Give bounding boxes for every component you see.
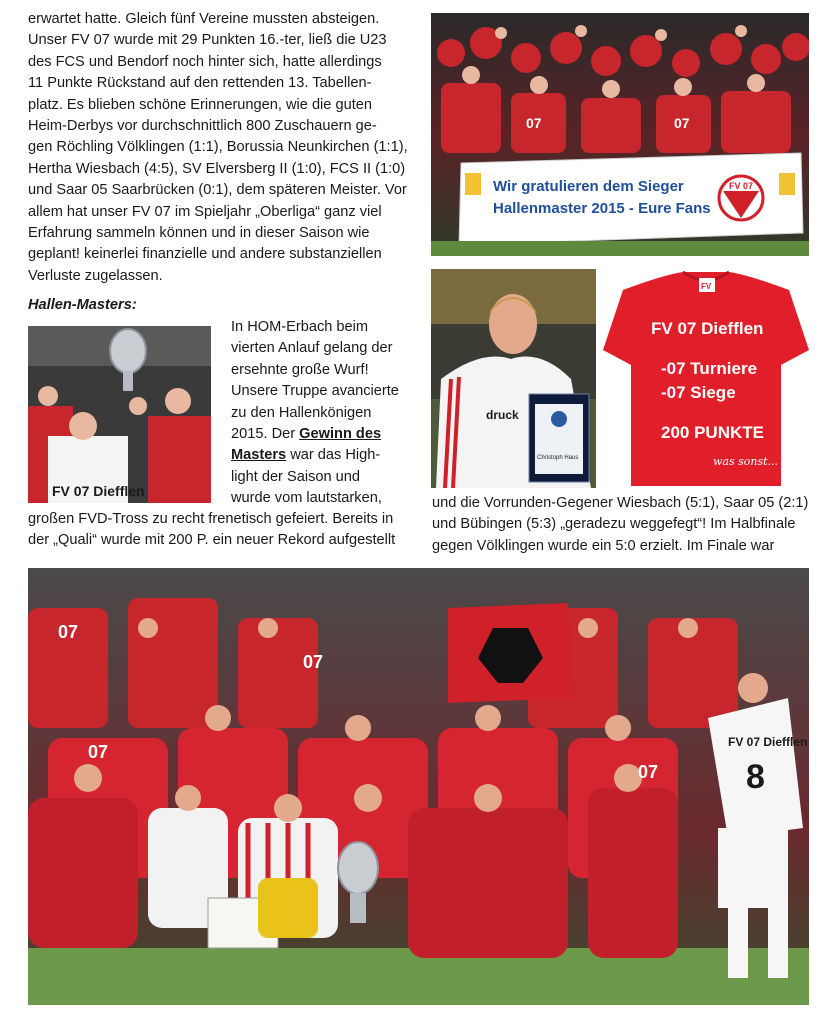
player-sponsor-text: druck bbox=[486, 408, 519, 422]
team-jersey-number: 8 bbox=[746, 758, 765, 796]
section-heading: Hallen-Masters: bbox=[28, 297, 137, 313]
shirt-logo-text: FV bbox=[701, 282, 712, 291]
article-text-right bbox=[432, 493, 817, 557]
player-certificate-photo bbox=[431, 269, 596, 488]
text-line: geplant! keinerlei finanzielle und andere substanziellen bbox=[28, 246, 382, 263]
text-line: Verluste zugelassen. bbox=[28, 267, 163, 284]
text-line: 2015. Der Gewinn des bbox=[231, 426, 382, 443]
text-line: und Saar 05 Saarbrücken (0:1), dem späteren Meister. Vor bbox=[28, 182, 407, 199]
text-line: des FCS und Bendorf noch hinter sich, hatte allerdings bbox=[28, 53, 382, 70]
text-line: und die Vorrunden-Gegener Wiesbach (5:1), Saar 05 (2:1) bbox=[432, 495, 809, 511]
shirt-number-text: 07 bbox=[526, 115, 542, 131]
text-line: Unser FV 07 wurde mit 29 Punkten 16.-ter, ließ die U23 bbox=[28, 32, 387, 49]
banner-line-1: Wir gratulieren dem Sieger bbox=[493, 178, 684, 195]
trophy-celebration-photo bbox=[28, 326, 211, 503]
team-celebration-photo bbox=[28, 568, 809, 1005]
trophy-shirt-text: FV 07 Diefflen bbox=[52, 483, 145, 499]
banner-line-2: Hallenmaster 2015 - Eure Fans bbox=[493, 200, 711, 217]
tshirt-graphic bbox=[603, 270, 809, 486]
text-line: light der Saison und bbox=[231, 468, 360, 485]
text-line: platz. Es blieben schöne Erinnerungen, wie die guten bbox=[28, 96, 372, 113]
text-line: vierten Anlauf gelang der bbox=[231, 340, 393, 357]
article-text-bottom bbox=[28, 509, 420, 552]
text-line: gegen Völklingen wurde ein 5:0 erzielt. Im Finale war bbox=[432, 537, 775, 554]
text-line: erwartet hatte. Gleich fünf Vereine mussten absteigen. bbox=[28, 11, 380, 27]
team-shirt-number: 07 bbox=[88, 742, 109, 762]
shirt-tagline: was sonst... bbox=[713, 455, 779, 468]
text-line: der „Quali“ wurde mit 200 P. ein neuer Rekord aufgestellt bbox=[28, 532, 396, 549]
text-line: Heim-Derbys vor durchschnittlich 800 Zuschauern ge- bbox=[28, 118, 377, 135]
shirt-number-text: 07 bbox=[674, 115, 690, 131]
text-line: Erfahrung sammeln können und in dieser Saison wie bbox=[28, 225, 370, 242]
shirt-line-2: -07 Siege bbox=[661, 383, 736, 402]
text-line: ersehnte große Wurf! bbox=[231, 361, 369, 378]
text-line: Unsere Truppe avancierte bbox=[231, 383, 399, 400]
team-shirt-number: 07 bbox=[58, 622, 79, 642]
text-line: großen FVD-Tross zu recht frenetisch gefeiert. Bereits in bbox=[28, 511, 394, 527]
text-line: gen Röchling Völklingen (1:1), Borussia Neunkirchen (1:1), bbox=[28, 139, 408, 156]
text-line: Hertha Wiesbach (4:5), SV Elversberg II (1:0), FCS II (1:0) bbox=[28, 160, 406, 177]
text-line: wurde vom lautstarken, bbox=[231, 490, 382, 507]
article-text-middle bbox=[231, 317, 411, 510]
shirt-line-3: 200 PUNKTE bbox=[661, 423, 764, 442]
banner-crest-text: FV 07 bbox=[729, 181, 754, 191]
text-line: In HOM-Erbach beim bbox=[231, 319, 369, 335]
team-shirt-number: 07 bbox=[303, 652, 324, 672]
shirt-title: FV 07 Diefflen bbox=[651, 319, 764, 338]
text-line: allem hat unser FV 07 im Spieljahr „Oberliga“ ganz viel bbox=[28, 203, 382, 220]
text-line: und Bübingen (5:3) „geradezu weggefegt“! Im Halbfinale bbox=[432, 516, 796, 533]
masters-link[interactable]: Gewinn des bbox=[299, 426, 382, 443]
certificate-text: Christoph Haus bbox=[537, 455, 579, 461]
text-line: 11 Punkte Rückstand auf den rettenden 13. Tabellen- bbox=[28, 75, 372, 92]
team-jersey-text: FV 07 Diefflen bbox=[728, 735, 808, 749]
article-text-top bbox=[28, 9, 420, 287]
shirt-line-1: -07 Turniere bbox=[661, 359, 758, 378]
team-shirt-number: 07 bbox=[638, 762, 659, 782]
text-line: zu den Hallenkönigen bbox=[231, 404, 372, 421]
fans-banner-photo bbox=[431, 13, 809, 256]
text-line: Masters war das High- bbox=[231, 447, 381, 464]
masters-link-continued[interactable]: Masters bbox=[231, 447, 287, 464]
